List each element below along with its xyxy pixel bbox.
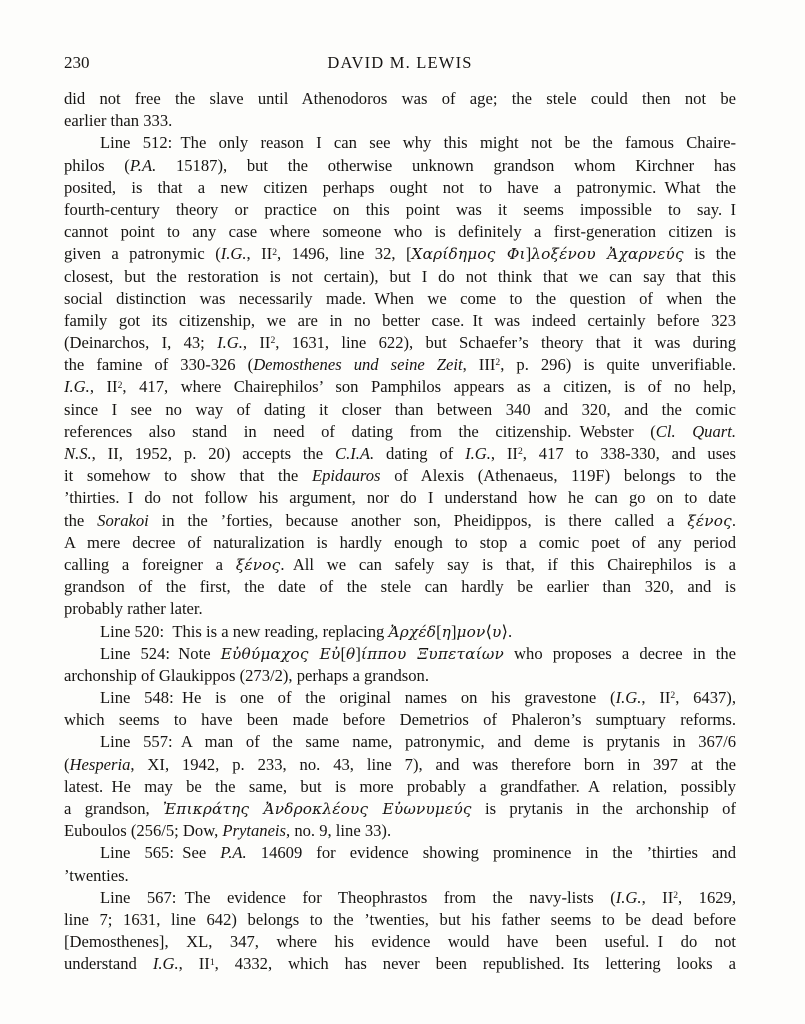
text-segment: I.G. [152, 954, 179, 974]
text-segment: , II [89, 377, 118, 397]
text-segment: . [731, 510, 736, 530]
text-segment: , 1629, [678, 887, 736, 907]
text-line [64, 887, 736, 909]
text-segment: Epidauros [311, 466, 381, 486]
text-segment: ] [355, 643, 361, 663]
text-segment: Line 524: Note [100, 643, 221, 663]
text-segment: philos ( [64, 155, 130, 175]
text-segment: Euboulos (256/5; Dow, [64, 821, 223, 841]
greek-text-segment: Ἐπικράτης Ἀνδροκλέους Εὐωνυμεύς [163, 800, 472, 818]
text-segment: , 6437), [675, 688, 736, 708]
greek-text-segment: Εὐθύμαχος Εὐ [220, 644, 341, 663]
text-segment: P.A. [129, 155, 157, 175]
page-header [64, 53, 736, 73]
text-segment: grandson of the first, the date of the stele can hardly be earlier than 320, and is [64, 577, 736, 597]
text-segment: , II [178, 954, 210, 974]
text-line [64, 421, 736, 443]
text-segment: , II [490, 444, 518, 463]
text-segment: did not free the slave until Athenodoros was of age; the stele could then not be [64, 89, 736, 108]
text-segment: 2 [495, 357, 501, 369]
text-segment: Line 567: The evidence for Theophrastos from the navy-lists ( [100, 887, 616, 907]
text-segment: ( [64, 754, 70, 774]
text-segment: calling a foreigner a [64, 554, 236, 574]
text-line [64, 665, 736, 687]
text-segment: , 1631, line 622), but Schaefer’s theory that it was during [275, 333, 736, 353]
text-line [64, 953, 736, 975]
text-segment: I.G. [217, 333, 243, 353]
text-line [64, 487, 736, 509]
text-segment: 2 [117, 379, 123, 391]
text-segment: [Demosthenes], XL, 347, where his evidence would have been useful. I do not [64, 932, 736, 952]
greek-text-segment: Χαρίδημος Φι [411, 245, 526, 264]
text-segment: Sorakoi [97, 510, 149, 530]
text-segment: 2 [517, 446, 523, 458]
text-line [64, 199, 736, 221]
text-line [64, 155, 736, 177]
text-segment: latest. He may be the same, but is more probably a grandfather. A relation, possibly [64, 776, 736, 796]
text-segment: cannot point to any case where someone who is definitely a first-generation citizen is [64, 222, 736, 242]
text-segment: I.G. [465, 444, 491, 463]
text-line [64, 310, 736, 332]
text-segment: Line 548: He is one of the original names on his gravestone ( [100, 688, 616, 708]
text-line [64, 576, 736, 598]
text-segment: I.G. [615, 688, 642, 708]
text-line [64, 443, 736, 465]
text-line [64, 288, 736, 310]
text-segment: since I see no way of dating it closer than between 340 and 320, and the comic [64, 399, 736, 419]
text-line [64, 266, 736, 288]
greek-text-segment: μον [456, 622, 486, 641]
text-segment: the [64, 510, 98, 530]
text-segment: is prytanis in the archonship of [471, 799, 736, 818]
text-line [64, 909, 736, 931]
text-line [64, 465, 736, 487]
text-segment: which seems to have been made before Demetrios of Phaleron’s sumptuary reforms. [64, 710, 736, 730]
text-segment: , II [641, 688, 671, 708]
greek-text-segment: ίππου Ξυπεταίων [360, 644, 504, 663]
text-segment: C.I.A. [335, 444, 375, 463]
text-segment: Demosthenes und seine Zeit [253, 355, 463, 375]
text-segment: 2 [673, 889, 679, 901]
text-segment: ⟨ [485, 621, 493, 641]
greek-text-segment: η [441, 622, 451, 641]
text-segment: closest, but the restoration is not certain), but I do not think that we can say that this [64, 266, 736, 286]
text-line [64, 709, 736, 731]
text-segment: . All we can safely say is that, if this Chairephilos is a [280, 554, 736, 574]
text-segment: I.G. [64, 377, 90, 397]
text-segment: , XI, 1942, p. 233, no. 43, line 7), and was therefore born in 397 at the [130, 754, 736, 774]
text-segment: , II, 1952, p. 20) accepts the [91, 444, 336, 463]
text-segment: understand [64, 954, 153, 974]
text-segment: , 1496, line 32, [ [277, 244, 412, 264]
greek-text-segment: Ἀρχέδ [388, 622, 437, 641]
text-segment: ’thirties. I do not follow his argument, nor do I understand how he can go on to date [64, 488, 736, 508]
text-line [64, 776, 736, 798]
text-segment: ] [525, 244, 532, 264]
text-segment: ’twenties. [64, 865, 129, 885]
text-segment: , 417 to 338-330, and uses [522, 444, 736, 463]
running-head: DAVID M. LEWIS [327, 53, 473, 72]
text-segment: 14609 for evidence showing prominence in the ’thirties and [246, 843, 736, 863]
text-segment: , II [641, 887, 674, 907]
text-segment: of Alexis (Athenaeus, 119F) belongs to the [380, 466, 736, 486]
text-segment: 15187), but the otherwise unknown grandson whom Kirchner has [156, 155, 736, 175]
text-line [64, 554, 736, 576]
text-line [64, 88, 736, 110]
text-line [64, 687, 736, 709]
greek-text-segment: ξένος [687, 511, 732, 530]
text-segment: Line 557: A man of the same name, patronymic, and deme is prytanis in 367/6 [100, 732, 736, 752]
page-body [64, 88, 736, 976]
text-segment: [ [340, 643, 346, 663]
page-number: 230 [64, 53, 90, 72]
text-segment: , no. 9, line 33). [286, 821, 392, 841]
text-segment: posited, is that a new citizen perhaps ought not to have a patronymic. What the [64, 177, 736, 197]
text-segment: who proposes a decree in the [503, 643, 736, 663]
text-line [64, 820, 736, 842]
text-line [64, 243, 736, 265]
text-line [64, 221, 736, 243]
text-segment: it somehow to show that the [64, 466, 312, 486]
text-line [64, 399, 736, 421]
text-line [64, 110, 736, 132]
text-segment: line 7; 1631, line 642) belongs to the ’twenties, but his father seems to be dead before [64, 909, 736, 929]
text-line [64, 132, 736, 154]
text-segment: given a patronymic ( [64, 244, 221, 264]
text-segment: (Deinarchos, I, 43; [64, 333, 218, 353]
text-segment: , p. 296) is quite unverifiable. [500, 355, 736, 375]
text-segment: social distinction was necessarily made. When we come to the question of when the [64, 288, 736, 308]
text-segment: a grandson, [64, 799, 163, 818]
text-segment: A mere decree of naturalization is hardly enough to stop a comic poet of any period [64, 532, 736, 552]
text-segment: is the [683, 244, 736, 264]
text-segment: 2 [272, 246, 278, 258]
text-segment: , III [462, 355, 496, 375]
text-segment: [ [436, 621, 442, 641]
text-line [64, 598, 736, 620]
text-segment: 2 [270, 335, 276, 347]
text-line [64, 332, 736, 354]
text-line [64, 798, 736, 820]
text-line [64, 177, 736, 199]
text-line [64, 354, 736, 376]
text-segment: 1 [209, 956, 215, 968]
greek-text-segment: ξένος [235, 555, 281, 574]
text-segment: P.A. [220, 843, 247, 863]
text-segment: ] [451, 621, 457, 641]
greek-text-segment: θ [345, 644, 356, 663]
text-segment: I.G. [220, 244, 247, 264]
text-line [64, 731, 736, 753]
text-segment: , 4332, which has never been republished. Its lettering looks a [214, 954, 736, 974]
text-segment: Line 565: See [100, 843, 221, 863]
text-segment: 2 [670, 690, 676, 702]
text-segment: Cl. Quart. [655, 421, 736, 441]
text-segment: Line 520: This is a new reading, replacing [100, 621, 389, 641]
text-line [64, 621, 736, 643]
text-line [64, 865, 736, 887]
text-segment: probably rather later. [64, 599, 203, 619]
text-segment: in the ’forties, because another son, Pheidippos, is there called a [148, 510, 688, 530]
text-segment: Prytaneis [222, 821, 287, 841]
text-segment: dating of [374, 444, 466, 463]
greek-text-segment: λοξένου Ἀχαρνεύς [531, 245, 684, 264]
text-segment: ⟩. [501, 621, 513, 641]
text-segment: I.G. [615, 887, 642, 907]
text-line [64, 754, 736, 776]
text-segment: references also stand in need of dating from the citizenship. Webster ( [64, 421, 656, 441]
text-line [64, 643, 736, 665]
text-line [64, 532, 736, 554]
text-segment: Line 512: The only reason I can see why this might not be the famous Chaire- [100, 133, 736, 153]
text-segment: family got its citizenship, we are in no better case. It was indeed certainly before 323 [64, 310, 736, 330]
text-segment: Hesperia [69, 754, 131, 774]
text-segment: fourth-century theory or practice on this point was it seems impossible to say. I [64, 199, 736, 219]
text-line [64, 842, 736, 864]
text-line [64, 376, 736, 398]
text-segment: the famine of 330-326 ( [64, 355, 254, 375]
text-segment: , 417, where Chairephilos’ son Pamphilos appears as a citizen, is of no help, [122, 377, 736, 397]
text-segment: , II [246, 244, 273, 264]
text-segment: N.S. [64, 444, 92, 463]
text-segment: , II [242, 333, 271, 353]
text-segment: archonship of Glaukippos (273/2), perhaps a grandson. [64, 665, 429, 685]
text-line [64, 510, 736, 532]
text-line [64, 931, 736, 953]
greek-text-segment: υ [492, 622, 502, 641]
text-segment: earlier than 333. [64, 111, 173, 131]
